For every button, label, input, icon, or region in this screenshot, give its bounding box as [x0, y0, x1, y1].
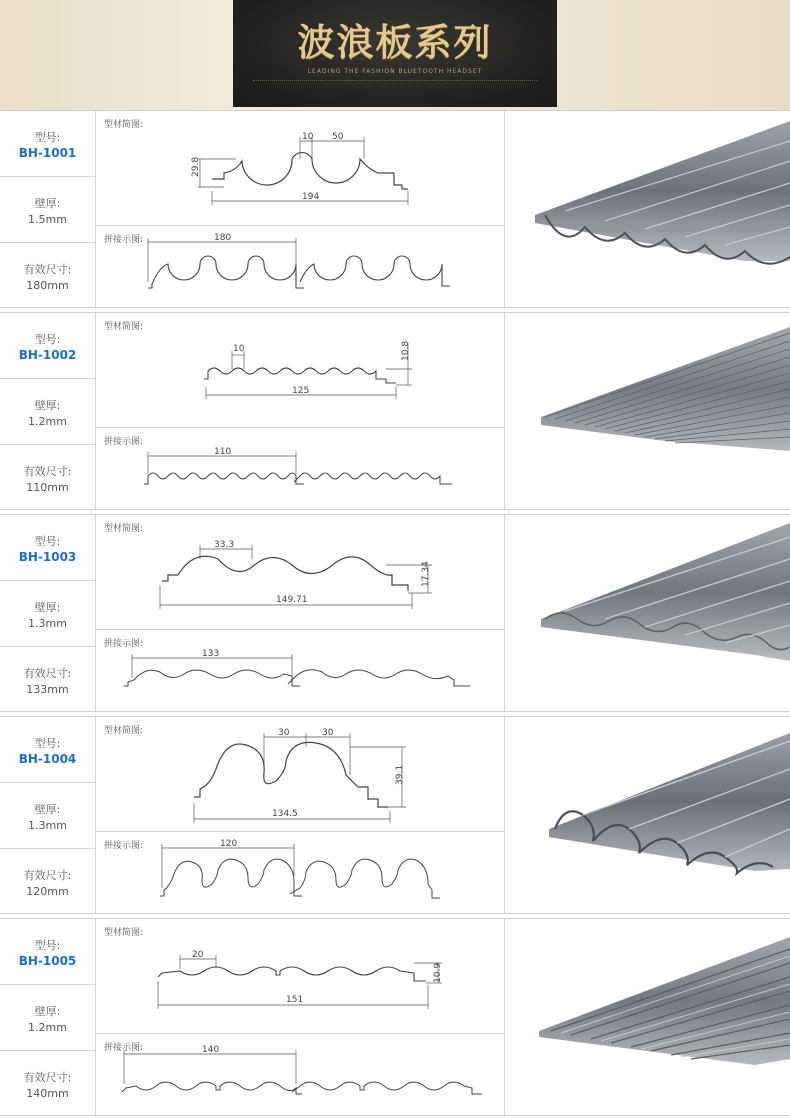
drawing-column: [96, 717, 505, 913]
joint-diagram: [96, 226, 504, 307]
profile-diagram: [96, 919, 504, 1033]
model-label: 型号:: [34, 737, 61, 750]
panel-image: [505, 515, 790, 711]
joint-drawing: [96, 226, 504, 307]
effective-label: 有效尺寸:: [23, 869, 72, 882]
dim-width: 134.5: [272, 809, 298, 819]
panel-image: [505, 313, 790, 509]
profile-label: 型材简图:: [104, 322, 144, 332]
effective-value: 140mm: [26, 1087, 69, 1100]
product-block-3: [0, 514, 790, 712]
model-cell: [0, 919, 95, 984]
thickness-value: 1.3mm: [28, 617, 67, 630]
product-render: [505, 717, 790, 913]
effective-value: 110mm: [26, 481, 69, 494]
spec-column: [0, 515, 96, 711]
joint-drawing: [96, 428, 504, 509]
dim-top-a: 33.3: [214, 540, 235, 550]
model-code: BH-1001: [18, 146, 77, 160]
dim-top-b: 50: [332, 132, 344, 142]
joint-diagram: [96, 630, 504, 711]
model-cell: [0, 717, 95, 782]
joint-diagram: [96, 428, 504, 509]
effective-value: 180mm: [26, 279, 69, 292]
profile-label: 型材简图:: [104, 120, 144, 130]
drawing-column: [96, 919, 505, 1115]
thickness-label: 壁厚:: [34, 601, 61, 614]
dim-width: 194: [302, 192, 320, 202]
profile-drawing: [96, 313, 504, 428]
thickness-label: 壁厚:: [34, 803, 61, 816]
spec-column: [0, 919, 96, 1115]
dim-joint: 120: [220, 839, 238, 849]
effective-cell: [0, 242, 95, 308]
profile-drawing: [96, 111, 504, 226]
profile-label: 型材简图:: [104, 928, 144, 938]
thickness-cell: [0, 378, 95, 444]
model-code: BH-1005: [18, 954, 77, 968]
dim-top-b: 30: [322, 728, 334, 738]
model-cell: [0, 313, 95, 378]
dim-height: 39.1: [395, 764, 405, 785]
dim-joint: 110: [214, 447, 232, 457]
thickness-value: 1.5mm: [28, 213, 67, 226]
profile-label: 型材简图:: [104, 726, 144, 736]
joint-diagram: [96, 832, 504, 913]
thickness-label: 壁厚:: [34, 197, 61, 210]
effective-value: 120mm: [26, 885, 69, 898]
dim-width: 125: [292, 386, 310, 396]
model-cell: [0, 111, 95, 176]
joint-label: 拼接示图:: [104, 841, 144, 851]
spec-column: [0, 717, 96, 913]
thickness-cell: [0, 176, 95, 242]
dim-top-a: 10: [302, 132, 314, 142]
model-label: 型号:: [34, 131, 61, 144]
profile-diagram: [96, 313, 504, 427]
model-label: 型号:: [34, 939, 61, 952]
profile-diagram: [96, 717, 504, 831]
effective-label: 有效尺寸:: [23, 263, 72, 276]
effective-cell: [0, 848, 95, 914]
model-code: BH-1003: [18, 550, 77, 564]
product-render: [505, 111, 790, 307]
profile-drawing: [96, 515, 504, 630]
thickness-cell: [0, 984, 95, 1050]
product-block-2: [0, 312, 790, 510]
dim-height: 17.34: [421, 561, 431, 587]
dim-joint: 133: [202, 649, 220, 659]
joint-diagram: [96, 1034, 504, 1115]
effective-label: 有效尺寸:: [23, 465, 72, 478]
effective-label: 有效尺寸:: [23, 1071, 72, 1084]
joint-label: 拼接示图:: [104, 437, 144, 447]
banner-subtitle: LEADING THE FASHION BLUETOOTH HEADSET: [307, 68, 483, 75]
product-block-1: [0, 110, 790, 308]
panel-image: [505, 111, 790, 307]
joint-drawing: [96, 832, 504, 913]
product-render: [505, 515, 790, 711]
model-label: 型号:: [34, 333, 61, 346]
product-render: [505, 313, 790, 509]
dim-joint: 140: [202, 1045, 220, 1055]
product-render: [505, 919, 790, 1115]
thickness-label: 壁厚:: [34, 1005, 61, 1018]
model-label: 型号:: [34, 535, 61, 548]
dim-height: 10.8: [401, 340, 411, 361]
model-cell: [0, 515, 95, 580]
effective-label: 有效尺寸:: [23, 667, 72, 680]
dim-width: 151: [286, 995, 304, 1005]
profile-drawing: [96, 919, 504, 1034]
dim-height: 10.9: [433, 962, 443, 983]
thickness-value: 1.2mm: [28, 1021, 67, 1034]
dim-top-a: 20: [192, 950, 204, 960]
profile-label: 型材简图:: [104, 524, 144, 534]
spec-column: [0, 111, 96, 307]
profile-diagram: [96, 111, 504, 225]
spec-column: [0, 313, 96, 509]
dim-top-a: 30: [278, 728, 290, 738]
dim-joint: 180: [214, 233, 232, 243]
profile-diagram: [96, 515, 504, 629]
drawing-column: [96, 313, 505, 509]
effective-cell: [0, 646, 95, 712]
dim-height: 29.8: [191, 156, 201, 177]
dim-top-a: 10: [233, 344, 245, 354]
joint-drawing: [96, 1034, 504, 1115]
thickness-cell: [0, 782, 95, 848]
thickness-value: 1.2mm: [28, 415, 67, 428]
drawing-column: [96, 111, 505, 307]
thickness-value: 1.3mm: [28, 819, 67, 832]
thickness-label: 壁厚:: [34, 399, 61, 412]
banner-title: 波浪板系列: [297, 21, 493, 64]
banner-divider: [253, 80, 537, 82]
product-block-4: [0, 716, 790, 914]
model-code: BH-1002: [18, 348, 77, 362]
dim-width: 149.71: [276, 595, 308, 605]
effective-value: 133mm: [26, 683, 69, 696]
effective-cell: [0, 1050, 95, 1116]
joint-drawing: [96, 630, 504, 711]
model-code: BH-1004: [18, 752, 77, 766]
title-banner: [233, 0, 557, 107]
profile-drawing: [96, 717, 504, 832]
product-block-5: [0, 918, 790, 1116]
joint-label: 拼接示图:: [104, 235, 144, 245]
thickness-cell: [0, 580, 95, 646]
effective-cell: [0, 444, 95, 510]
joint-label: 拼接示图:: [104, 639, 144, 649]
panel-image: [505, 717, 790, 913]
joint-label: 拼接示图:: [104, 1043, 144, 1053]
panel-image: [505, 919, 790, 1115]
drawing-column: [96, 515, 505, 711]
